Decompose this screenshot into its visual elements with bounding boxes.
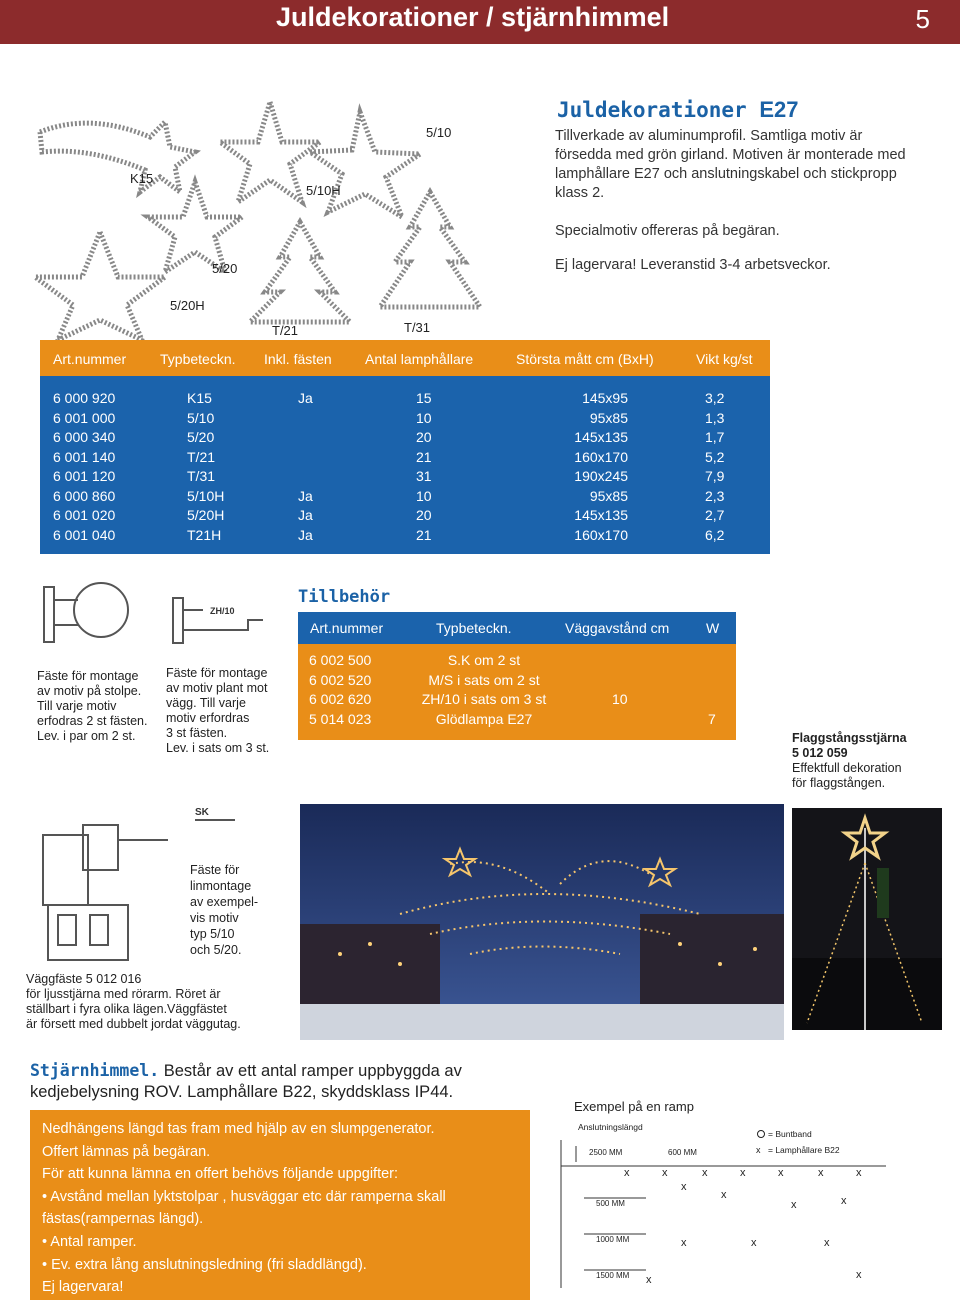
ramp-diagram [556,1118,951,1298]
page-header [0,0,960,44]
svg-text:x: x [681,1237,687,1249]
motif-illustrations [30,92,540,342]
info-line: • Antal ramper. [42,1233,137,1250]
table-cell: 10 [416,487,432,504]
table-cell: 5/10 [187,409,215,426]
table-cell: Ja [298,526,313,543]
table-cell: T/21 [187,448,216,465]
intro-text [555,127,915,294]
info-line: fästas(rampernas längd). [42,1211,204,1228]
svg-text:x: x [646,1274,652,1286]
table-cell: 5,2 [705,448,725,465]
th-matt: Största mått cm (BxH) [516,351,654,367]
table-cell: S.K om 2 st [447,652,521,668]
note-line: är försett med dubbelt jordat väggutag. [26,1017,241,1031]
anslutning-label: Anslutningslängd [578,1122,643,1132]
col-inkl [298,389,313,545]
table-cell: 190x245 [574,468,628,484]
table-cell: 21 [416,448,432,465]
note-line: av motiv på stolpe. [37,684,142,698]
table-cell: T/31 [187,468,216,484]
note-line: av motiv plant mot [166,681,268,695]
note-line: Fäste för montage [166,666,268,680]
table-cell: 21 [416,526,432,543]
svg-text:x: x [778,1167,784,1179]
table-cell [612,710,628,730]
note-line: Väggfäste 5 012 016 [26,972,142,986]
page-title: Juldekorationer / stjärnhimmel [276,2,670,32]
table-cell [298,409,313,429]
note-line: Fäste för montage [37,669,139,683]
table-cell [298,428,313,448]
motif-label-520: 5/20 [212,261,238,276]
acc-col-typ [404,651,564,729]
table-cell: Ja [298,390,313,406]
table-cell [612,651,628,671]
note-line: Till varje motiv [37,699,117,713]
svg-text:x: x [841,1195,847,1207]
th-antal: Antal lamphållare [365,351,474,367]
stjarnhimmel-info-text [42,1118,522,1299]
note-line: erfodras 2 st fästen. [37,714,148,728]
note-line: Effektfull dekoration [792,761,902,775]
main-table-body [40,376,770,554]
wall-bracket-illustration [28,820,178,970]
table-cell: 6 001 000 [53,409,116,426]
star-520h-motif [35,232,165,340]
table-cell: 5/20 [187,429,215,445]
motif-label-k15: K15 [130,171,154,186]
svg-text:x: x [818,1167,824,1179]
svg-text:x: x [751,1237,757,1249]
tree-t21-motif [250,222,350,322]
pole-mount-illustration [36,575,146,665]
svg-text:x: x [721,1189,727,1201]
table-cell: M/S i sats om 2 st [428,671,540,688]
svg-text:x: x [681,1181,687,1193]
wire-mount-illustration [190,790,270,850]
note-line: för flaggstången. [792,776,886,790]
table-cell: Ja [298,487,313,504]
table-cell: 145x135 [574,429,628,445]
table-cell: 145x135 [574,507,628,523]
intro-title [557,97,798,123]
table-cell: 6 002 620 [309,691,372,707]
info-line: Offert lämnas på begäran. [42,1143,211,1160]
table-cell [298,467,313,487]
ramp-example-title: Exempel på en ramp [574,1099,694,1114]
table-cell: 160x170 [574,526,628,543]
table-cell: 6,2 [705,526,725,543]
wall-mount-note [166,666,269,756]
motif-label-510: 5/10 [426,125,452,140]
svg-text:x: x [856,1269,862,1281]
legend-buntband: = Buntband [768,1129,812,1139]
table-cell: 20 [416,429,432,445]
col-antal [416,389,432,545]
intro-paragraph-1: Tillverkade av aluminumprofil. Samtliga motiv är försedda med grön girland. Motiven är monterade med lamphållare E27 och anslutningskabel och stickpropp klass 2. [555,128,906,201]
table-cell: 10 [416,409,432,426]
acc-th-w: W [706,620,720,636]
th-typ: Typbeteckn. [160,351,236,367]
table-cell: 160x170 [574,448,628,465]
acc-th-vagg: Väggavstånd cm [565,620,670,636]
star-520-motif [148,182,242,272]
table-cell: ZH/10 i sats om 3 st [421,691,547,707]
table-cell [708,651,716,671]
motif-label-t31: T/31 [404,320,431,335]
intro-title-code: E27 [759,97,799,122]
table-cell: 6 002 500 [309,652,372,668]
note-line: motiv erfordras [166,711,250,725]
pole-mount-note [37,669,147,744]
table-cell: T21H [187,526,222,543]
col-vikt [705,389,724,545]
flag-number: 5 012 059 [792,746,848,760]
table-cell: K15 [187,390,212,406]
k15-comet-motif [40,122,195,192]
note-line: ställbart i fyra olika lägen.Väggfästet [26,1002,227,1016]
motif-label-520h: 5/20H [170,298,205,313]
table-cell: 5 014 023 [309,710,372,727]
star-510-motif [220,102,320,202]
note-line: 3 st fästen. [166,726,228,740]
acc-col-art [309,651,371,729]
tree-t31-motif [380,192,480,307]
acc-th-typ: Typbeteckn. [436,620,512,636]
table-cell: 2,3 [705,487,725,504]
svg-text:x: x [624,1167,630,1179]
table-cell: 6 002 520 [309,671,372,688]
table-cell: 95x85 [589,487,628,504]
th-vikt: Vikt kg/st [696,351,753,367]
intro-paragraph-2: Specialmotiv offereras på begäran. [555,223,780,239]
col-matt [560,389,628,545]
table-cell: 31 [416,468,432,484]
wire-mount-note [190,862,258,958]
table-cell: 6 001 040 [53,526,116,543]
svg-text:x: x [756,1145,761,1155]
dim-600: 600 MM [668,1148,697,1157]
motif-label-t21: T/21 [272,323,299,338]
sk-label: SK [195,807,209,818]
note-line: och 5/20. [190,943,242,957]
info-line: Ej lagervara! [42,1279,124,1296]
dim-500: 500 MM [596,1199,625,1208]
legend-lamp: = Lamphållare B22 [768,1145,840,1155]
table-cell: 145x95 [582,390,628,406]
street-christmas-lights-photo [300,804,784,1040]
table-cell: 6 000 340 [53,429,116,445]
accessories-title: Tillbehör [298,587,391,607]
note-line: typ 5/10 [190,927,235,941]
note-line: av exempel- [190,895,259,909]
intro-title-text: Juldekorationer [557,98,747,122]
table-cell [612,671,628,691]
info-line: Nedhängens längd tas fram med hjälp av en slumpgenerator. [42,1121,435,1137]
th-inkl: Inkl. fästen [264,351,332,367]
svg-text:x: x [824,1237,830,1249]
star-510h-motif [310,112,420,217]
note-line: vis motiv [190,911,239,925]
info-line: För att kunna lämna en offert behövs följande uppgifter: [42,1166,399,1183]
table-cell: 2,7 [705,507,725,523]
svg-text:x: x [856,1167,862,1179]
svg-text:x: x [740,1167,746,1179]
intro-paragraph-3: Ej lagervara! Leveranstid 3-4 arbetsveckor. [555,257,831,273]
table-cell: 15 [416,390,432,406]
table-cell: 6 000 860 [53,487,116,504]
table-cell: 6 001 120 [53,468,116,484]
stjarnhimmel-heading [30,1060,530,1103]
table-cell: 6 001 020 [53,507,116,523]
note-line: vägg. Till varje [166,696,246,710]
table-cell: 1,7 [705,429,725,445]
flagpole-star-photo [792,808,942,1030]
th-art: Art.nummer [53,351,127,367]
note-line: Lev. i par om 2 st. [37,729,136,743]
dim-2500: 2500 MM [589,1148,623,1157]
motif-label-510h: 5/10H [306,183,341,198]
wall-mount-illustration [168,590,288,660]
table-cell [708,690,716,710]
note-line: för ljusstjärna med rörarm. Röret är [26,987,221,1001]
table-cell: 3,2 [705,390,725,406]
acc-col-w [708,651,716,729]
note-line: linmontage [190,879,252,893]
table-cell: 7,9 [705,468,725,484]
info-line: • Avstånd mellan lyktstolpar , husväggar etc där ramperna skall [42,1188,446,1205]
svg-text:x: x [702,1167,708,1179]
stjarnhimmel-text: Består av ett antal ramper uppbyggda av kedjebelysning ROV. Lamphållare B22, skyddsklass IP44. [30,1062,462,1101]
svg-text:x: x [791,1199,797,1211]
table-cell: 95x85 [589,409,628,426]
flag-title: Flaggstångsstjärna [792,731,907,745]
table-cell: Ja [298,507,313,523]
zh-label: ZH/10 [210,606,235,616]
col-typ [187,389,224,545]
col-art [53,389,115,545]
table-cell: 6 001 140 [53,448,116,465]
table-cell: 10 [612,691,628,707]
table-cell: 6 000 920 [53,390,116,406]
acc-col-vagg [612,651,628,729]
wall-bracket-note [26,972,241,1032]
flagpole-star-note [792,731,907,791]
table-cell: Glödlampa E27 [435,710,533,727]
table-cell: 1,3 [705,409,725,426]
table-cell: 7 [708,710,716,727]
svg-text:x: x [662,1167,668,1179]
stjarnhimmel-title: Stjärnhimmel. [30,1061,160,1080]
info-line: • Ev. extra lång anslutningsledning (fri sladdlängd). [42,1256,367,1273]
page-number: 5 [915,4,930,34]
table-cell [708,671,716,691]
table-cell: 5/20H [187,507,225,523]
table-cell [298,448,313,468]
dim-1500: 1500 MM [596,1271,630,1280]
table-cell: 20 [416,507,432,523]
note-line: Fäste för [190,863,240,877]
note-line: Lev. i sats om 3 st. [166,741,270,755]
dim-1000: 1000 MM [596,1235,630,1244]
acc-th-art: Art.nummer [310,620,384,636]
table-cell: 5/10H [187,487,225,504]
